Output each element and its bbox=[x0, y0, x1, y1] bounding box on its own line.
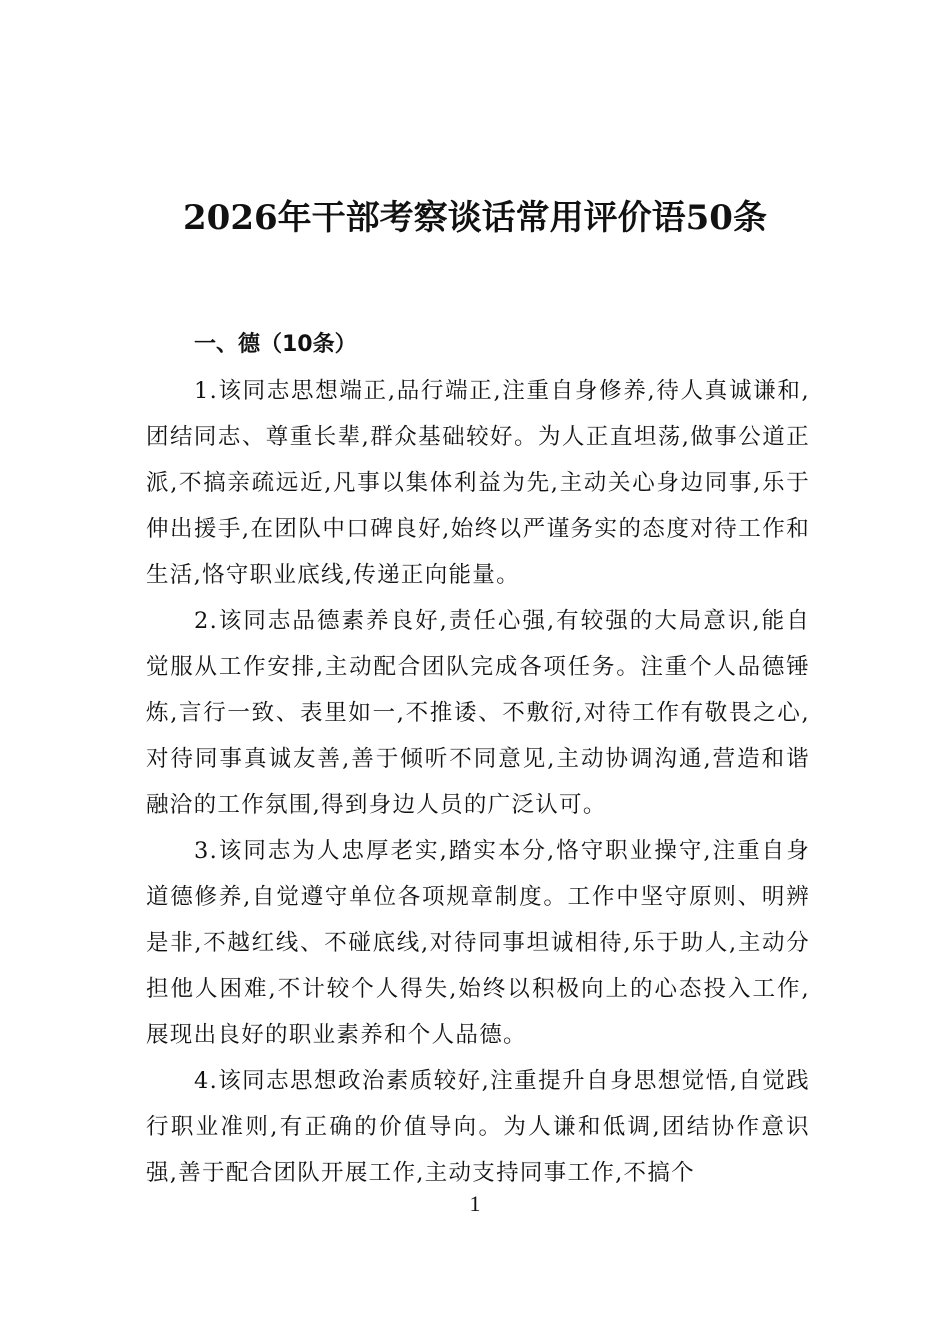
paragraph-2: 2.该同志品德素养良好,责任心强,有较强的大局意识,能自觉服从工作安排,主动配合团队完成各项任务。注重个人品德锤炼,言行一致、表里如一,不推诿、不敷衍,对待工作有敬畏之心,对待同事真诚友善,善于倾听不同意见,主动协调沟通,营造和谐融洽的工作氛围,得到身边人员的广泛认可。 bbox=[146, 608, 810, 818]
paragraph-3: 3.该同志为人忠厚老实,踏实本分,恪守职业操守,注重自身道德修养,自觉遵守单位各项规章制度。工作中坚守原则、明辨是非,不越红线、不碰底线,对待同事坦诚相待,乐于助人,主动分担他人困难,不计较个人得失,始终以积极向上的心态投入工作,展现出良好的职业素养和个人品德。 bbox=[146, 838, 810, 1048]
page-number: 1 bbox=[469, 1191, 481, 1216]
document-body bbox=[146, 322, 810, 1196]
paragraph-1: 1.该同志思想端正,品行端正,注重自身修养,待人真诚谦和,团结同志、尊重长辈,群众基础较好。为人正直坦荡,做事公道正派,不搞亲疏远近,凡事以集体利益为先,主动关心身边同事,乐于伸出援手,在团队中口碑良好,始终以严谨务实的态度对待工作和生活,恪守职业底线,传递正向能量。 bbox=[146, 378, 810, 588]
section-heading: 一、德（10条） bbox=[194, 332, 357, 357]
paragraph-4: 4.该同志思想政治素质较好,注重提升自身思想觉悟,自觉践行职业准则,有正确的价值导向。为人谦和低调,团结协作意识强,善于配合团队开展工作,主动支持同事工作,不搞个 bbox=[146, 1068, 810, 1186]
document-title: 2026年干部考察谈话常用评价语50条 bbox=[183, 198, 767, 238]
